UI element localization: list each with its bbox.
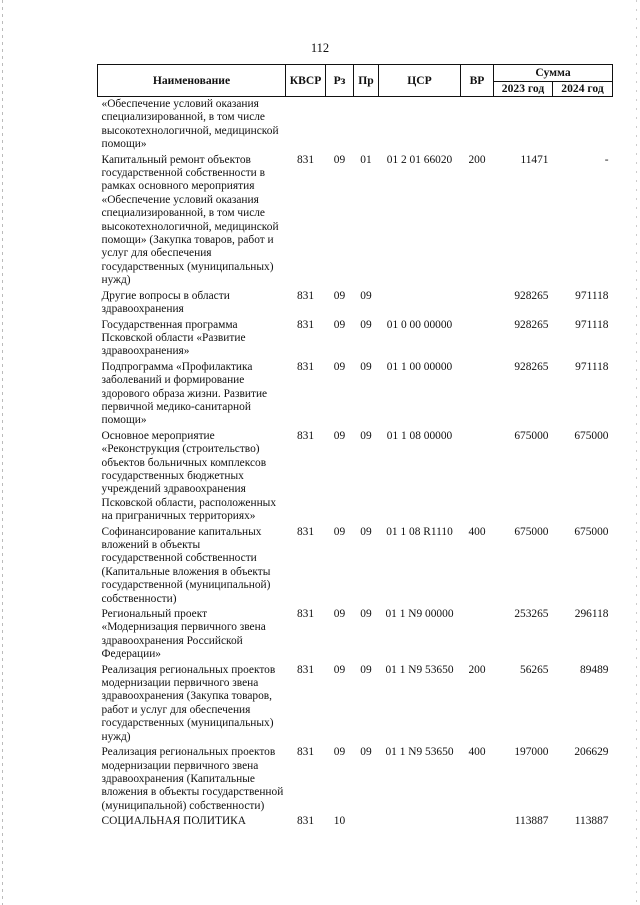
cell-rz: 09 (333, 746, 346, 759)
cell-name: «Обеспечение условий оказания специализированной, в том числе высокотехнологичной, медицинской помощи» (101, 98, 279, 151)
cell-pr: 09 (360, 360, 372, 373)
cell-sum-2023: 197000 (514, 746, 549, 759)
cell-kvsr: 831 (296, 815, 315, 828)
cell-name: Софинансирование капитальных вложений в объекты государственной собственности (Капитальные вложения в объекты государственной (муниципальной) собственности) (101, 525, 271, 605)
cell-pr: 01 (360, 153, 372, 166)
cell-pr: 09 (360, 525, 372, 538)
cell-vr (461, 361, 494, 430)
cell-pr (354, 97, 379, 154)
cell-name: Государственная программа Псковской области «Развитие здравоохранения» (101, 318, 246, 358)
table-row (98, 664, 613, 746)
cell-vr: 200 (468, 153, 486, 166)
cell-sum-2024: 971118 (575, 318, 609, 331)
cell-kvsr: 831 (296, 289, 315, 302)
cell-sum-2023: 113887 (514, 815, 549, 828)
header-year-2024: 2024 год (553, 82, 613, 97)
cell-pr: 09 (360, 429, 372, 442)
cell-rz: 09 (333, 153, 346, 166)
cell-name: Подпрограмма «Профилактика заболеваний и формирование здорового образа жизни. Развитие первичной медико-санитарной помощи» (101, 360, 268, 427)
table-row (98, 746, 613, 815)
cell-sum-2024: 89489 (580, 663, 609, 676)
cell-rz: 10 (333, 815, 346, 828)
cell-csr: 01 1 N9 53650 (385, 746, 454, 759)
cell-sum-2023: 56265 (520, 663, 549, 676)
cell-vr: 400 (468, 746, 486, 759)
cell-sum-2023: 928265 (514, 318, 549, 331)
budget-table (97, 64, 613, 831)
cell-rz: 09 (333, 608, 346, 621)
header-year-2023: 2023 год (494, 82, 553, 97)
table-row (98, 290, 613, 319)
header-sum: Сумма (494, 65, 613, 82)
cell-sum-2024: 675000 (574, 525, 609, 538)
header-name: Наименование (98, 65, 286, 97)
cell-sum-2023: 928265 (514, 289, 549, 302)
header-kvsr: КВСР (286, 65, 326, 97)
header-csr: ЦСР (379, 65, 461, 97)
cell-name: Капитальный ремонт объектов государственной собственности в рамках основного мероприятия «Обеспечение условий оказания специализированной, в том числе высокотехнологичной, медицинской помощи» (Закупка товаров, работ и услуг для обеспечения государственных (муниципальных) нужд) (101, 153, 279, 287)
cell-name: Региональный проект «Модернизация первичного звена здравоохранения Российской Федерации» (101, 608, 266, 661)
cell-csr (379, 815, 461, 830)
cell-sum-2024: 971118 (575, 289, 609, 302)
cell-rz: 09 (333, 289, 346, 302)
cell-sum-2023 (494, 97, 553, 154)
header-pr: Пр (354, 65, 379, 97)
cell-pr: 09 (360, 608, 372, 621)
cell-kvsr: 831 (296, 746, 315, 759)
table-header (98, 65, 613, 97)
cell-rz: 09 (333, 525, 346, 538)
cell-vr: 200 (468, 663, 486, 676)
cell-csr: 01 1 N9 00000 (385, 608, 454, 621)
cell-kvsr (286, 97, 326, 154)
cell-csr: 01 0 00 00000 (386, 318, 453, 331)
cell-rz: 09 (333, 318, 346, 331)
cell-sum-2024: - (604, 153, 609, 166)
cell-vr (461, 430, 494, 526)
cell-pr: 09 (360, 289, 372, 302)
cell-sum-2023: 253265 (514, 608, 549, 621)
page-number: 112 (310, 41, 330, 55)
cell-rz (326, 97, 354, 154)
cell-csr: 01 1 N9 53650 (385, 663, 454, 676)
cell-kvsr: 831 (296, 663, 315, 676)
cell-pr: 09 (360, 663, 372, 676)
cell-name: Реализация региональных проектов модернизации первичного звена здравоохранения (Капитальные вложения в объекты государственной (муниципальной) собственности) (101, 746, 284, 812)
cell-kvsr: 831 (296, 318, 315, 331)
cell-name: Другие вопросы в области здравоохранения (101, 289, 230, 316)
cell-sum-2023: 928265 (514, 360, 549, 373)
table-row (98, 430, 613, 526)
cell-sum-2024 (553, 97, 613, 154)
cell-kvsr: 831 (296, 525, 315, 538)
cell-csr: 01 1 08 00000 (386, 429, 453, 442)
cell-csr: 01 2 01 66020 (386, 153, 453, 166)
cell-pr: 09 (360, 746, 372, 759)
table-row (98, 526, 613, 608)
cell-sum-2024: 296118 (574, 608, 609, 621)
table-row (98, 319, 613, 361)
cell-pr (354, 815, 379, 830)
cell-sum-2023: 11471 (520, 153, 549, 166)
cell-kvsr: 831 (296, 153, 315, 166)
scan-edge-left (2, 0, 3, 905)
cell-name: СОЦИАЛЬНАЯ ПОЛИТИКА (101, 815, 247, 828)
cell-name: Основное мероприятие «Реконструкция (строительство) объектов больничных комплексов государственных бюджетных учреждений здравоохранения Псковской области, расположенных на приграничных территориях» (101, 429, 277, 523)
cell-vr (461, 815, 494, 830)
table-row (98, 361, 613, 430)
cell-csr: 01 1 08 R1110 (386, 525, 453, 538)
scan-edge-right (636, 0, 637, 905)
cell-kvsr: 831 (296, 360, 315, 373)
cell-pr: 09 (360, 318, 372, 331)
cell-sum-2023: 675000 (514, 525, 549, 538)
cell-rz: 09 (333, 663, 346, 676)
cell-sum-2024: 206629 (574, 746, 609, 759)
cell-kvsr: 831 (296, 608, 315, 621)
table-row (98, 97, 613, 154)
cell-rz: 09 (333, 360, 346, 373)
cell-vr (461, 319, 494, 361)
cell-name: Реализация региональных проектов модернизации первичного звена здравоохранения (Закупка товаров, работ и услуг для обеспечения государственных (муниципальных) нужд) (101, 663, 276, 743)
cell-vr (461, 608, 494, 664)
cell-vr (461, 290, 494, 319)
header-rz: Рз (326, 65, 354, 97)
cell-vr: 400 (468, 525, 486, 538)
header-vr: ВР (461, 65, 494, 97)
cell-sum-2024: 113887 (574, 815, 609, 828)
cell-csr (379, 290, 461, 319)
cell-sum-2024: 971118 (575, 360, 609, 373)
cell-csr: 01 1 00 00000 (386, 360, 453, 373)
cell-csr (379, 97, 461, 154)
table-row (98, 154, 613, 290)
cell-vr (461, 97, 494, 154)
cell-rz: 09 (333, 429, 346, 442)
cell-kvsr: 831 (296, 429, 315, 442)
table-body (98, 97, 613, 831)
table-row (98, 608, 613, 664)
table-row (98, 815, 613, 830)
cell-sum-2024: 675000 (574, 429, 609, 442)
cell-sum-2023: 675000 (514, 429, 549, 442)
